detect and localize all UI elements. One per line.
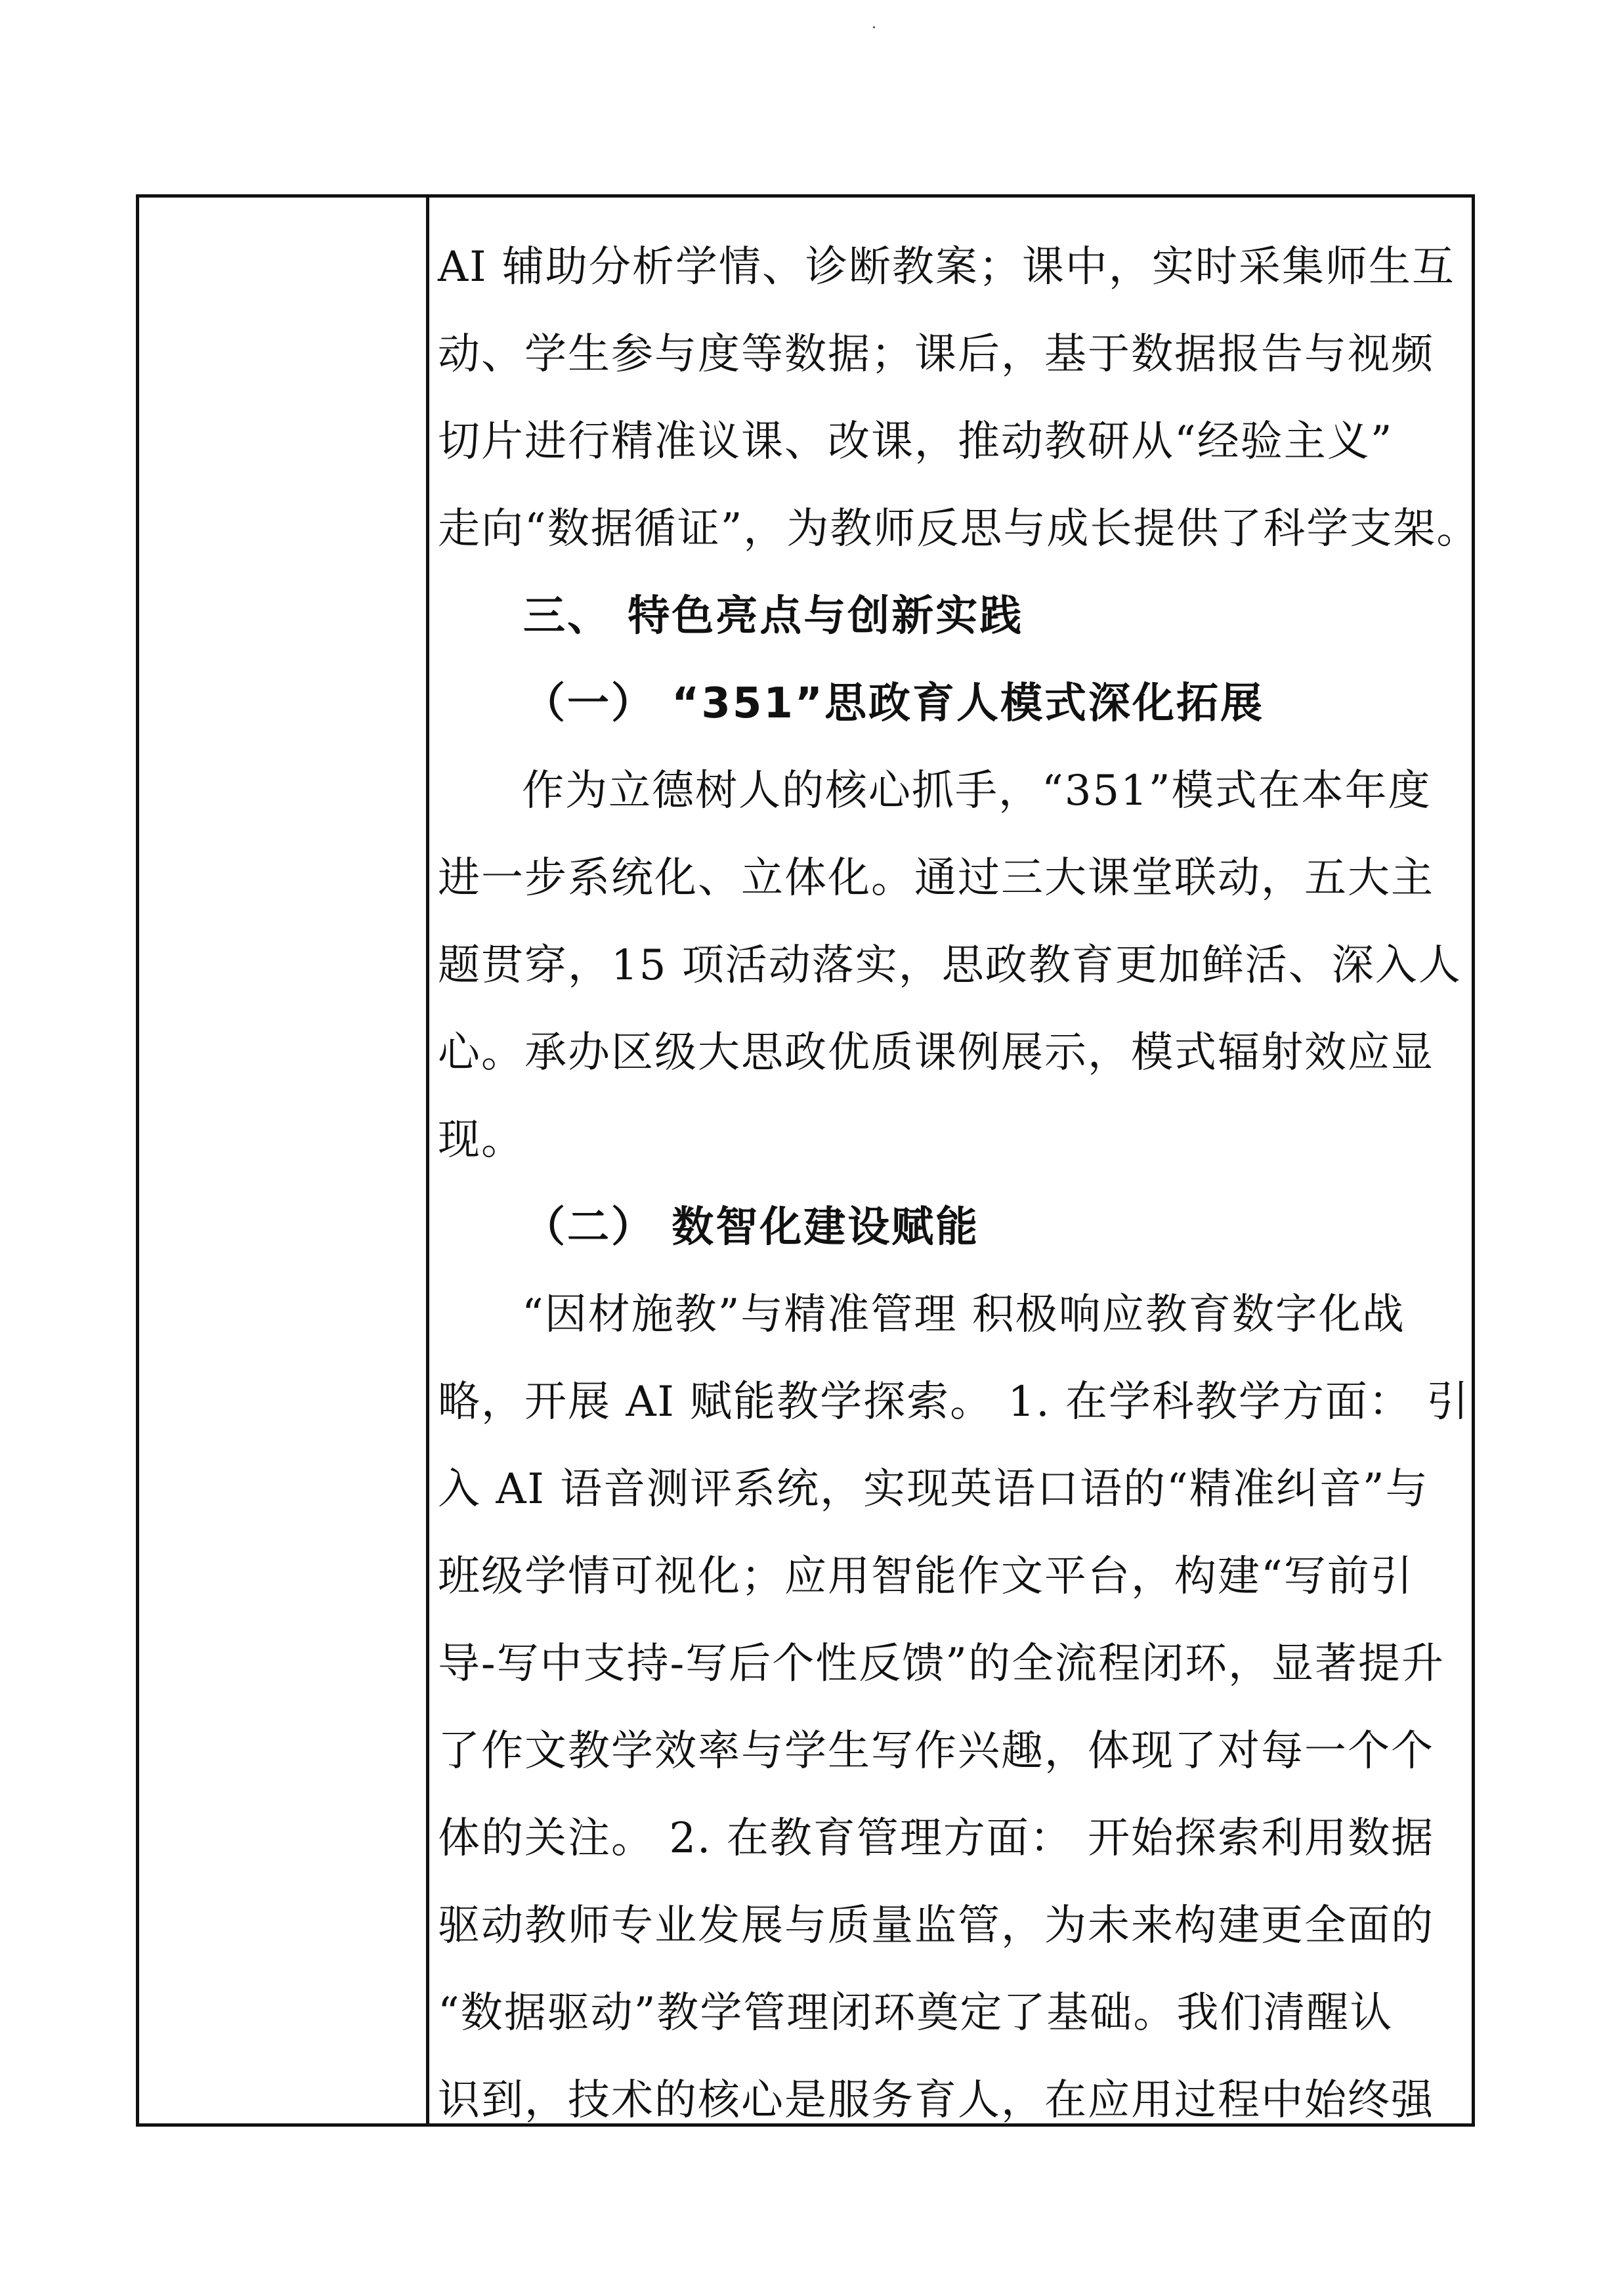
- body-line: 体的关注。 2. 在教育管理方面： 开始探索利用数据: [438, 1814, 1435, 1863]
- column-divider: [426, 198, 429, 2123]
- subsection-heading: （一） “351”思政育人模式深化拓展: [523, 679, 1264, 728]
- body-line: AI 辅助分析学情、诊断教案；课中，实时采集师生互: [438, 243, 1455, 291]
- scan-artifact-dot: [873, 26, 875, 28]
- body-line: 班级学情可视化；应用智能作文平台，构建“写前引: [438, 1552, 1414, 1601]
- paragraph-start-line: 作为立德树人的核心抓手，“351”模式在本年度: [522, 767, 1432, 815]
- body-line: 了作文教学效率与学生写作兴趣，体现了对每一个个: [438, 1727, 1434, 1775]
- table-frame: [136, 194, 1480, 2127]
- body-line: “数据驱动”教学管理闭环奠定了基础。我们清醒认: [438, 1989, 1394, 2037]
- body-line: 动、学生参与度等数据；课后，基于数据报告与视频: [438, 330, 1434, 379]
- body-line: 驱动教师专业发展与质量监管，为未来构建更全面的: [438, 1902, 1434, 1950]
- subsection-heading: （二） 数智化建设赋能: [523, 1203, 980, 1252]
- body-line: 导-写中支持-写后个性反馈”的全流程闭环，显著提升: [438, 1640, 1445, 1688]
- body-line: 识到，技术的核心是服务育人，在应用过程中始终强: [438, 2076, 1434, 2125]
- body-line: 现。: [438, 1116, 524, 1164]
- content-cell: [438, 224, 1480, 2144]
- body-line: 进一步系统化、立体化。通过三大课堂联动，五大主: [438, 854, 1434, 903]
- section-heading: 三、 特色亮点与创新实践: [523, 592, 1024, 641]
- body-line: 走向“数据循证”，为教师反思与成长提供了科学支架。: [438, 505, 1480, 553]
- body-line: 入 AI 语音测评系统，实现英语口语的“精准纠音”与: [438, 1465, 1429, 1514]
- body-line: 略，开展 AI 赋能教学探索。 1. 在学科教学方面： 引: [438, 1378, 1470, 1426]
- body-line: 题贯穿，15 项活动落实，思政教育更加鲜活、深入人: [438, 941, 1462, 990]
- body-line: 心。承办区级大思政优质课例展示，模式辐射效应显: [438, 1029, 1434, 1077]
- body-line: 切片进行精准议课、改课，推动教研从“经验主义”: [438, 417, 1394, 466]
- paragraph-start-line: “因材施教”与精准管理 积极响应教育数字化战: [522, 1290, 1405, 1339]
